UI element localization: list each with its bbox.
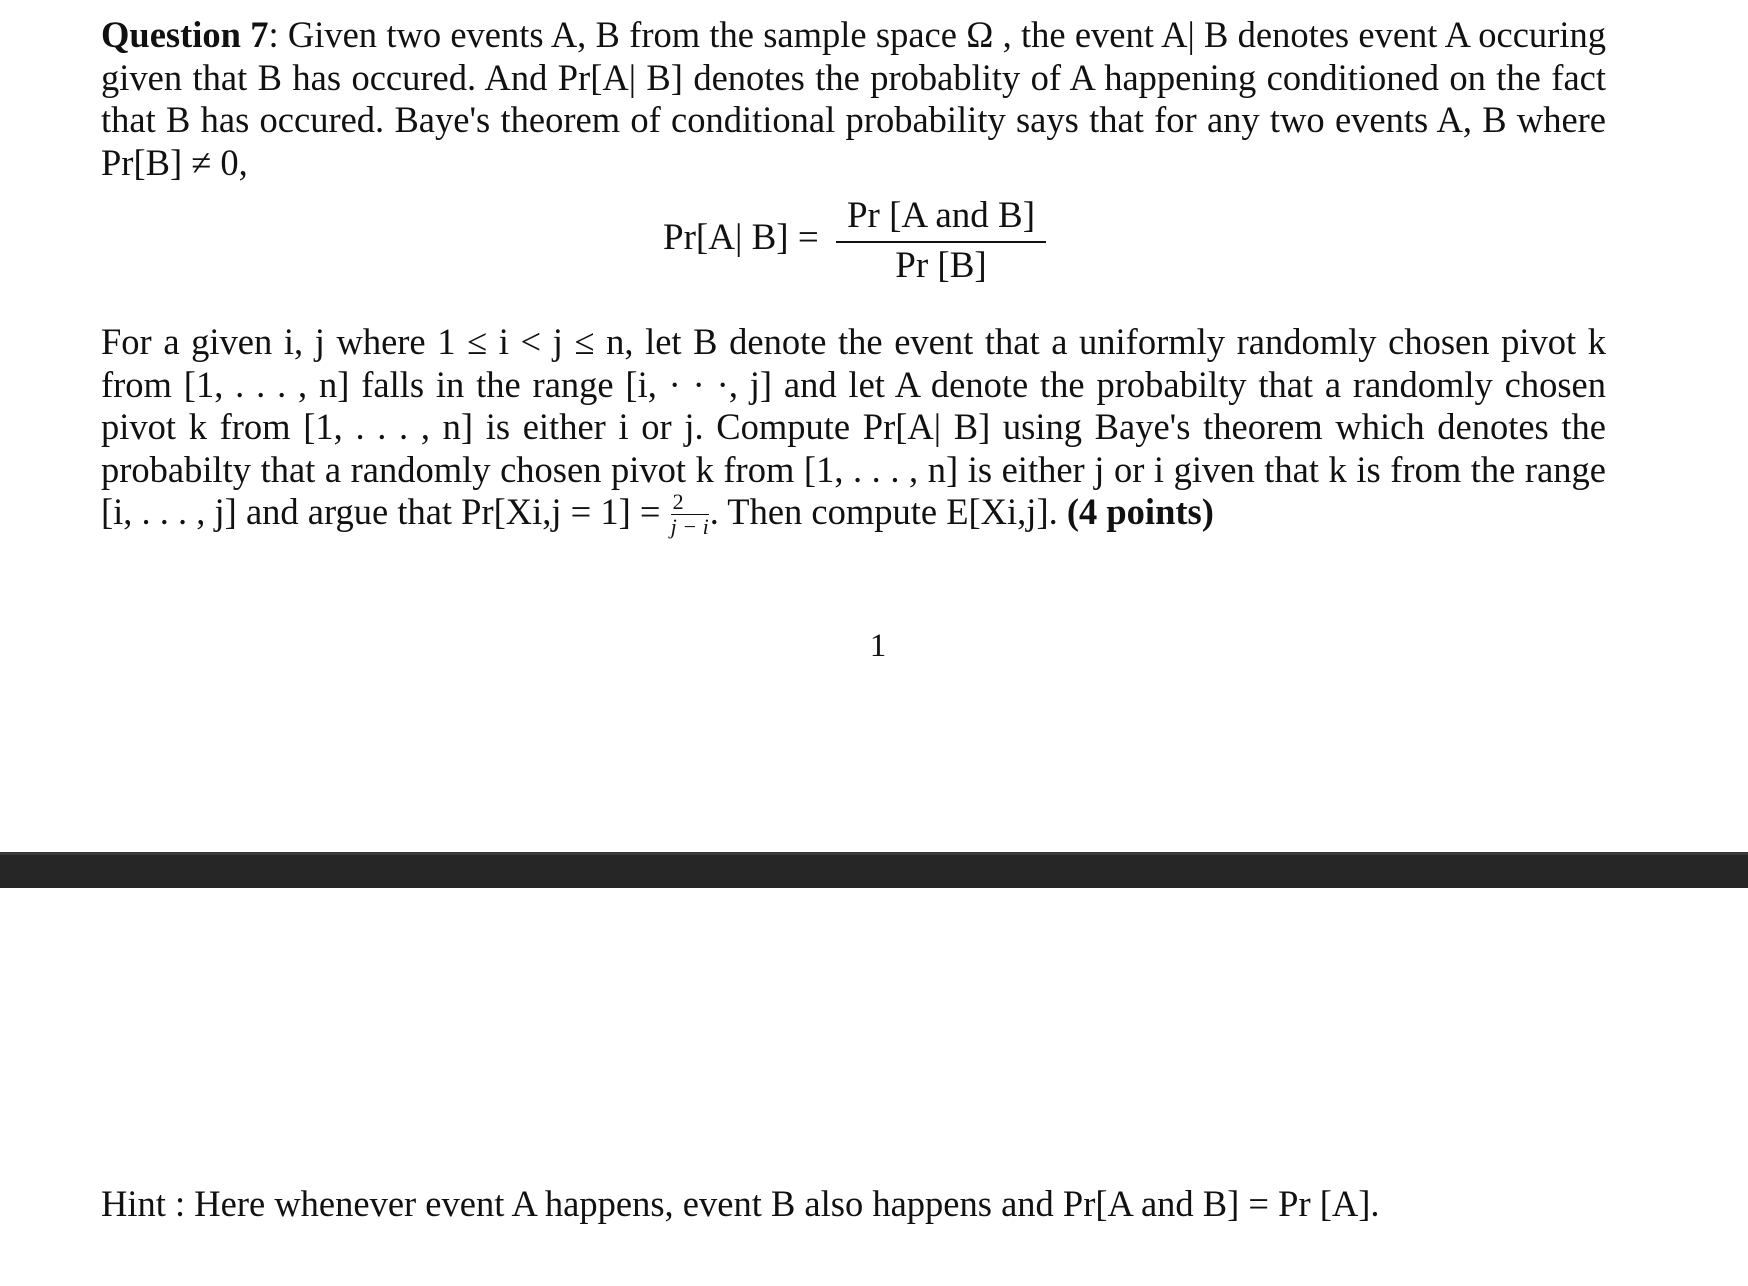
question-body bbox=[101, 321, 1606, 538]
question-heading: Question 7 bbox=[101, 14, 269, 55]
question-points: (4 points) bbox=[1066, 491, 1214, 532]
question-intro bbox=[101, 14, 1606, 184]
inline-fraction bbox=[671, 491, 709, 538]
question-body-tail: . Then compute E[Xi,j]. bbox=[709, 491, 1058, 532]
page-number: 1 bbox=[869, 628, 887, 664]
inline-fraction-denominator: j − i bbox=[670, 514, 709, 539]
inline-fraction-numerator: 2 bbox=[671, 491, 709, 515]
equation-denominator: Pr [B] bbox=[895, 245, 987, 286]
fraction-bar bbox=[836, 241, 1046, 243]
equation-lhs: Pr[A| B] = bbox=[663, 217, 819, 258]
hint-text: Hint : Here whenever event A happens, event B also happens and Pr[A and B] = Pr [A]. bbox=[101, 1183, 1380, 1224]
page-separator bbox=[0, 852, 1748, 888]
equation-numerator: Pr [A and B] bbox=[846, 195, 1036, 236]
question-body-text: For a given i, j where 1 ≤ i < j ≤ n, let B denote the event that a uniformly randomly chosen pivot k from [1, . . . , n] falls in the range [i, · · ·, j] and let A denote the probabilty that a randomly chosen pivot k from [1, . . . , n] is either i or j. Compute Pr[A| B] using Baye's theorem which denotes the probabilty that a randomly chosen pivot k from [1, . . . , n] is either j or i given that k is from the range [i, . . . , j] and argue that Pr[Xi,j = 1] = bbox=[101, 321, 1606, 532]
page-lower bbox=[0, 888, 1748, 1286]
bayes-equation bbox=[0, 196, 1748, 286]
question-intro-text: : Given two events A, B from the sample space Ω , the event A| B denotes event A occuring given that B has occured. And Pr[A| B] denotes the probablity of A happening conditioned on the fact that B has occured. Baye's theorem of conditional probability says that for any two events A, B where Pr[B] ≠ 0, bbox=[101, 14, 1606, 183]
